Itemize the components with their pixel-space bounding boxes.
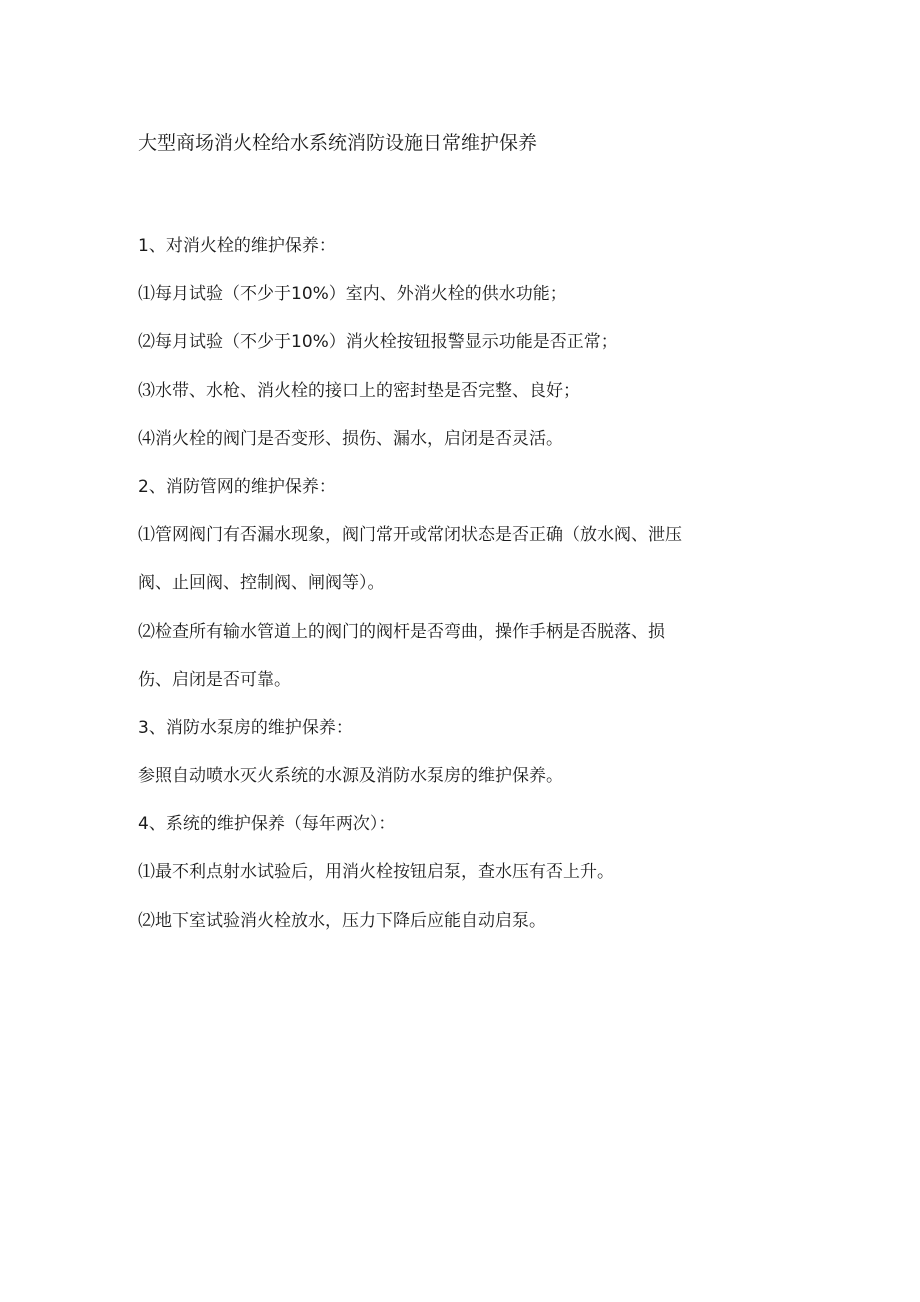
section-heading-4: 4、系统的维护保养（每年两次）：: [138, 814, 396, 835]
paragraph-line: ⑶水带、水枪、消火栓的接口上的密封垫是否完整、良好；: [138, 380, 580, 401]
paragraph-line: ⑵检查所有输水管道上的阀门的阀杆是否弯曲，操作手柄是否脱落、损: [138, 621, 665, 642]
paragraph-line: ⑷消火栓的阀门是否变形、损伤、漏水，启闭是否灵活。: [138, 428, 563, 449]
paragraph-line: ⑴每月试验（不少于10%）室内、外消火栓的供水功能；: [138, 284, 567, 305]
paragraph-line: ⑴最不利点射水试验后，用消火栓按钮启泵，查水压有否上升。: [138, 862, 614, 883]
paragraph-line: ⑵地下室试验消火栓放水，压力下降后应能自动启泵。: [138, 910, 546, 931]
section-heading-1: 1、对消火栓的维护保养：: [138, 236, 336, 256]
paragraph-line: 参照自动喷水灭火系统的水源及消防水泵房的维护保养。: [138, 766, 563, 787]
paragraph-line: ⑵每月试验（不少于10%）消火栓按钮报警显示功能是否正常；: [138, 332, 618, 353]
document-body: [138, 222, 788, 945]
paragraph-line: 伤、启闭是否可靠。: [138, 669, 291, 690]
paragraph-line: 阀、止回阀、控制阀、闸阀等）。: [138, 573, 385, 594]
section-heading-2: 2、消防管网的维护保养：: [138, 476, 336, 497]
document-title: 大型商场消火栓给水系统消防设施日常维护保养: [138, 132, 538, 154]
paragraph-line: ⑴管网阀门有否漏水现象，阀门常开或常闭状态是否正确（放水阀、泄压: [138, 525, 682, 546]
section-heading-3: 3、消防水泵房的维护保养：: [138, 717, 353, 738]
